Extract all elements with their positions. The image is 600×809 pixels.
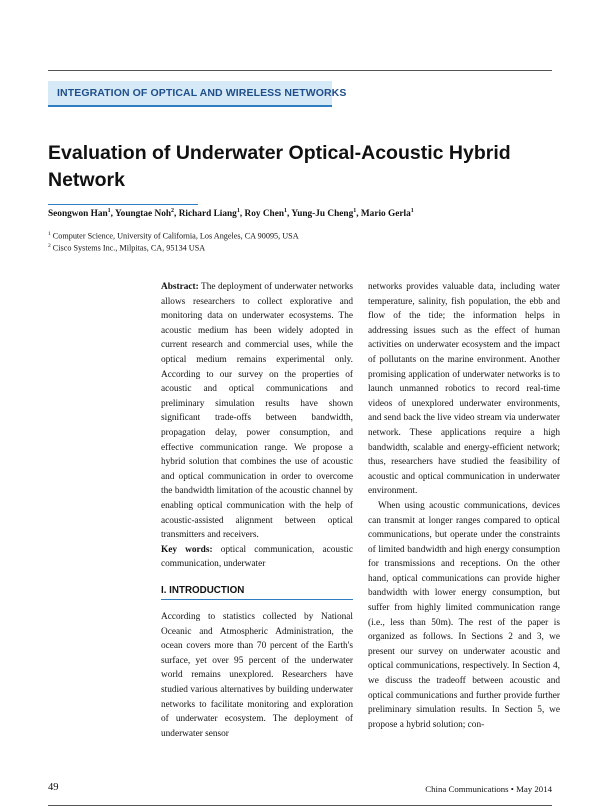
header-rule	[48, 70, 552, 71]
footer-rule	[48, 805, 552, 806]
right-column	[368, 280, 560, 732]
intro-paragraph: According to statistics collected by National Oceanic and Atmospheric Administration, the ocean covers more than 70 percent of the Earth's surface, yet over 95 percent of the underwater world remains unexplored. Researchers have studied various alternatives by building underwater networks to facilitate monitoring and exploration of underwater ecosystem. The deployment of underwater sensor	[161, 612, 353, 739]
title-rule	[48, 204, 198, 205]
affiliation: $^1$ Computer Science, University of California, Los Angeles, CA 90095, USA	[48, 231, 299, 241]
abstract-label: Abstract:	[161, 282, 199, 292]
author: Richard Liang	[178, 209, 237, 220]
abstract-block	[161, 280, 353, 572]
paper-title: Evaluation of Underwater Optical-Acoustic Hybrid Network	[48, 142, 511, 191]
page-number: 49	[48, 782, 59, 793]
section-tag: INTEGRATION OF OPTICAL AND WIRELESS NETWORKS	[48, 81, 332, 107]
author-list: Seongwon Han$^1$, Youngtae Noh$^2$, Richard Liang$^1$, Roy Chen$^1$, Yung-Ju Cheng$^1$, Mario Gerla$^1$	[48, 208, 414, 220]
abstract-text: The deployment of underwater networks allows researchers to collect explorative and monitoring data on underwater ecosystems. The acoustic medium has been widely adopted in current research and commercial uses, while the optical medium remains experimental only. According to our survey on the properties of acoustic and optical communications and preliminary simulation results have shown significant trade-offs between bandwidth, propagation delay, power consumption, and effective communication range. We propose a hybrid solution that combines the use of acoustic and optical communication in order to overcome the bandwidth limitation of the acoustic channel by enabling optical communication with the help of acoustic-assisted alignment between optical transmitters and receivers.	[161, 282, 353, 541]
author: Youngtae Noh	[114, 209, 172, 220]
keywords-label: Key words:	[161, 544, 213, 555]
body-paragraph: networks provides valuable data, including water temperature, salinity, fish population, the ebb and flow of the tide; the information helps in addressing issues such as the effect of human activities on underwater ecosystem and the impact of pollutants on the marine environment. Another promising application of underwater networks is to launch unmanned robotics to record real-time videos of unexplored underwater environments, and send back the live video stream via underwater network. These applications require a high bandwidth, scalable and energy-efficient network; thus, researchers have studied the feasibility of acoustic and optical communication in underwater environment.	[368, 282, 560, 497]
body-paragraph: When using acoustic communications, devices can transmit at longer ranges compared to optical communications, but operate under the constraints of limited bandwidth and high energy consumption for transmissions and receptions. On the other hand, optical communications can provide higher bandwidth with lower energy consumption, but suffer from highly limited communication range (i.e., less than 50m). The rest of the paper is organized as follows. In Sections 2 and 3, we present our survey on underwater acoustic and optical communications, respectively. In Section 4, we discuss the tradeoff between acoustic and optical communications and further provide further preliminary simulation results. In Section 5, we propose a hybrid solution; con-	[368, 500, 560, 730]
keywords-text: optical communication, acoustic communication, underwater	[161, 544, 353, 570]
journal-name: China Communications • May 2014	[425, 784, 552, 794]
author: Roy Chen	[244, 209, 285, 220]
author: Mario Gerla	[360, 209, 411, 220]
author: Yung-Ju Cheng	[291, 209, 354, 220]
affiliation: $^2$ Cisco Systems Inc., Milpitas, CA, 95134 USA	[48, 243, 206, 253]
section-heading: I. INTRODUCTION	[161, 585, 353, 600]
author: Seongwon Han	[48, 209, 108, 220]
